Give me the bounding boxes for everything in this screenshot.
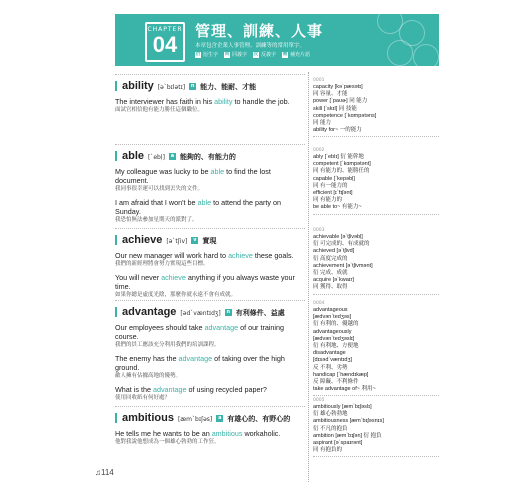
vocab-entry	[115, 306, 305, 402]
vocab-page	[91, 14, 439, 486]
example-sentence: He tells me he wants to be an ambitious workaholic.	[115, 429, 281, 438]
related-word-row: 衍 不凡的抱負	[313, 425, 348, 432]
chapter-number: 04	[152, 32, 178, 57]
chapter-header	[115, 14, 439, 66]
example-sentence: You will never achieve anything if you always waste your time.	[115, 273, 295, 291]
header-decoration	[369, 14, 439, 66]
entry-marker	[115, 235, 117, 245]
related-word-row: 同 獲得、取得	[313, 284, 348, 291]
chapter-title: 管理、訓練、人事	[195, 22, 324, 40]
entry-separator	[115, 144, 305, 145]
related-word-row: 反 不利、劣勢	[313, 364, 348, 371]
related-word-row: 同 容量、才能	[313, 91, 348, 98]
vocab-entry	[115, 150, 305, 224]
related-word-row: disadvantage	[313, 350, 346, 357]
highlighted-word: advantage	[204, 323, 239, 332]
highlighted-word: able	[210, 167, 225, 176]
related-word-row: 同 有能力的	[313, 197, 343, 204]
example-sentence: Our new manager will work hard to achieve these goals.	[115, 251, 294, 260]
highlighted-word: achieve	[228, 251, 253, 260]
entry-head	[115, 412, 305, 424]
related-word-row: ably [ˋeblɪ] 衍 能幹地	[313, 154, 364, 160]
legend-item: 衍 衍生字	[195, 51, 219, 58]
part-of-speech-badge: n	[226, 308, 230, 315]
entry-number: 0001	[313, 78, 325, 83]
related-word-row: 衍 完成、成就	[313, 270, 348, 277]
related-word-row: 同 能力	[313, 120, 332, 127]
entry-head	[115, 150, 305, 162]
entry-separator	[115, 300, 305, 301]
related-word-row: efficient [ɪˋfɪʃənt]	[313, 190, 353, 197]
related-word-row: competence [ˋkɑmpətəns]	[313, 112, 377, 119]
page-number: ♫114	[95, 468, 114, 477]
related-word-row: [ædvənˋtedʒəslɪ]	[313, 335, 355, 342]
example-sentence: The enemy has the advantage of taking over the high ground.	[115, 354, 285, 372]
part-of-speech-badge: v	[193, 236, 197, 243]
chapter-label: CHAPTER	[147, 26, 183, 33]
pronunciation: [ˋebḷ]	[148, 154, 165, 161]
related-word-row: ambitiously [æmˋbɪʃəslɪ]	[313, 404, 372, 410]
meaning: 能力、能耐、才能	[200, 83, 257, 91]
related-words	[313, 78, 439, 137]
related-words	[313, 398, 439, 457]
side-separator	[313, 395, 439, 396]
example-translation: 如果你總是虛度光陰，那麼你就永遠不會有成就。	[115, 292, 237, 298]
vocab-entry	[115, 412, 305, 446]
headword: ability	[122, 80, 154, 92]
entry-separator	[115, 406, 305, 407]
related-word-row: achieved [əˋtʃivd]	[313, 248, 355, 255]
example-translation: 面試官相信他有能力勝任這個職位。	[115, 107, 204, 113]
related-word-row: power [ˋpaʊɚ] 同 能力	[313, 98, 368, 105]
related-word-row: 同 有一能力的	[313, 182, 348, 189]
entry-number: 0004	[313, 301, 325, 306]
highlighted-word: achieve	[161, 273, 186, 282]
entry-number: 0003	[313, 228, 325, 233]
part-of-speech-badge: a	[218, 414, 222, 421]
meaning: 實現	[202, 237, 217, 245]
example-translation: 敵人擁有佔據高地的優勢。	[115, 373, 182, 379]
pronunciation: [əˋbɪlətɪ]	[157, 84, 186, 91]
related-word-row: take advantage of~ 利用~	[313, 386, 376, 393]
legend-item: 反 反義字	[253, 51, 277, 58]
related-words	[313, 148, 439, 215]
highlighted-word: advantage	[178, 354, 213, 363]
pronunciation: [ədˋvæntɪdʒ]	[180, 310, 221, 317]
related-word-row: [dɪsədˋvæntɪdʒ]	[313, 357, 353, 364]
related-word-row: handicap [ˋhændɪkæp]	[313, 371, 369, 378]
entry-head	[115, 80, 305, 92]
legend	[195, 51, 310, 58]
entry-number: 0002	[313, 148, 325, 153]
related-word-row: be able to~ 有能力~	[313, 204, 362, 211]
music-note-icon: ♫	[95, 468, 101, 477]
related-word-row: 同 有能力的、能勝任的	[313, 168, 370, 175]
example-translation: 我恐怕無法參加星期天的派對了。	[115, 217, 198, 223]
entry-head	[115, 306, 305, 318]
entry-marker	[115, 81, 117, 91]
vocab-entry	[115, 234, 305, 299]
related-word-row: 衍 可完成的、有成就的	[313, 241, 370, 248]
entry-marker	[115, 151, 117, 161]
related-word-row: advantageously	[313, 328, 352, 335]
example-translation: 我們的新經理將會努力實現這些目標。	[115, 261, 209, 267]
example-sentence: I am afraid that I won't be able to attend the party on Sunday.	[115, 198, 282, 216]
meaning: 有利條件、益處	[235, 309, 285, 317]
example-translation: 使用回收紙有何好處？	[115, 395, 171, 401]
legend-item: 補 補充片語	[282, 51, 311, 58]
example-sentence: Our employees should take advantage of our training course.	[115, 323, 285, 341]
related-word-row: achievement [əˋtʃivmənt]	[313, 262, 373, 269]
related-word-row: 衍 高度完成的	[313, 255, 348, 262]
pronunciation: [əˋtʃiv]	[166, 238, 188, 245]
related-word-row: advantageous	[313, 307, 348, 313]
headword: able	[122, 150, 145, 162]
example-translation: 我們的員工應該充分利用我們的培訓課程。	[115, 342, 220, 348]
example-translation: 他對我說他想成為一個雄心勃勃的工作狂。	[115, 439, 220, 445]
related-word-row: skill [ˋskɪl] 同 技能	[313, 105, 357, 112]
related-word-row: aspirant [əˋspaɪrənt]	[313, 440, 363, 447]
related-words	[313, 301, 439, 396]
related-word-row: ability for~ 一的能力	[313, 127, 362, 134]
headword: advantage	[122, 306, 177, 318]
related-word-row: 衍 有利的、優越的	[313, 321, 359, 328]
headword: achieve	[122, 234, 163, 246]
headword: ambitious	[122, 412, 174, 424]
entry-number: 0005	[313, 398, 325, 403]
related-words	[313, 228, 439, 295]
side-separator	[313, 136, 439, 137]
example-sentence: My colleague was lucky to be able to find the lost document.	[115, 167, 271, 185]
highlighted-word: able	[197, 198, 212, 207]
side-separator	[313, 294, 439, 295]
chapter-badge	[145, 22, 185, 62]
related-word-row: 衍 雄心勃勃地	[313, 411, 348, 418]
column-divider	[308, 72, 309, 482]
related-word-row: 反 障礙、不利條件	[313, 379, 359, 386]
related-word-row: competent [ˋkɑmpətənt]	[313, 161, 371, 168]
related-word-row: ambitiousness [æmˋbɪʃəsnɪs]	[313, 418, 384, 425]
entry-marker	[115, 307, 117, 317]
legend-item: 同 同義字	[224, 51, 248, 58]
side-separator	[313, 214, 439, 215]
entry-head	[115, 234, 305, 246]
example-sentence: What is the advantage of using recycled paper?	[115, 385, 267, 394]
example-sentence: The interviewer has faith in his ability to handle the job.	[115, 97, 290, 106]
side-separator	[313, 456, 439, 457]
entry-separator	[115, 74, 305, 75]
entry-separator	[115, 228, 305, 229]
part-of-speech-badge: a	[170, 152, 175, 159]
vocab-entry	[115, 80, 305, 114]
entry-marker	[115, 413, 117, 423]
highlighted-word: ability	[214, 97, 233, 106]
related-word-row: capacity [kəˋpæsətɪ]	[313, 84, 363, 90]
part-of-speech-badge: n	[190, 82, 195, 89]
related-word-row: ambition [æmˋbɪʃən] 衍 抱負	[313, 432, 382, 439]
related-word-row: 同 有抱負的	[313, 447, 343, 454]
related-word-row: capable [ˋkepəbḷ]	[313, 175, 355, 182]
pronunciation: [æmˋbɪʃəs]	[177, 416, 213, 423]
related-word-row: [ædvənˋtedʒəs]	[313, 314, 352, 321]
related-word-row: achievable [əˋtʃivəbḷ]	[313, 234, 363, 240]
highlighted-word: advantage	[152, 385, 187, 394]
example-translation: 我同事很幸運可以找到丟失的文件。	[115, 186, 204, 192]
related-word-row: acquire [əˋkwaɪr]	[313, 277, 355, 284]
meaning: 能夠的、有能力的	[179, 153, 236, 161]
meaning: 有雄心的、有野心的	[227, 415, 291, 423]
highlighted-word: ambitious	[211, 429, 243, 438]
related-word-row: 衍 有利地、方便地	[313, 343, 359, 350]
chapter-subtitle: 本章包含企業人事管理、訓練等的常用單字。	[195, 43, 306, 49]
